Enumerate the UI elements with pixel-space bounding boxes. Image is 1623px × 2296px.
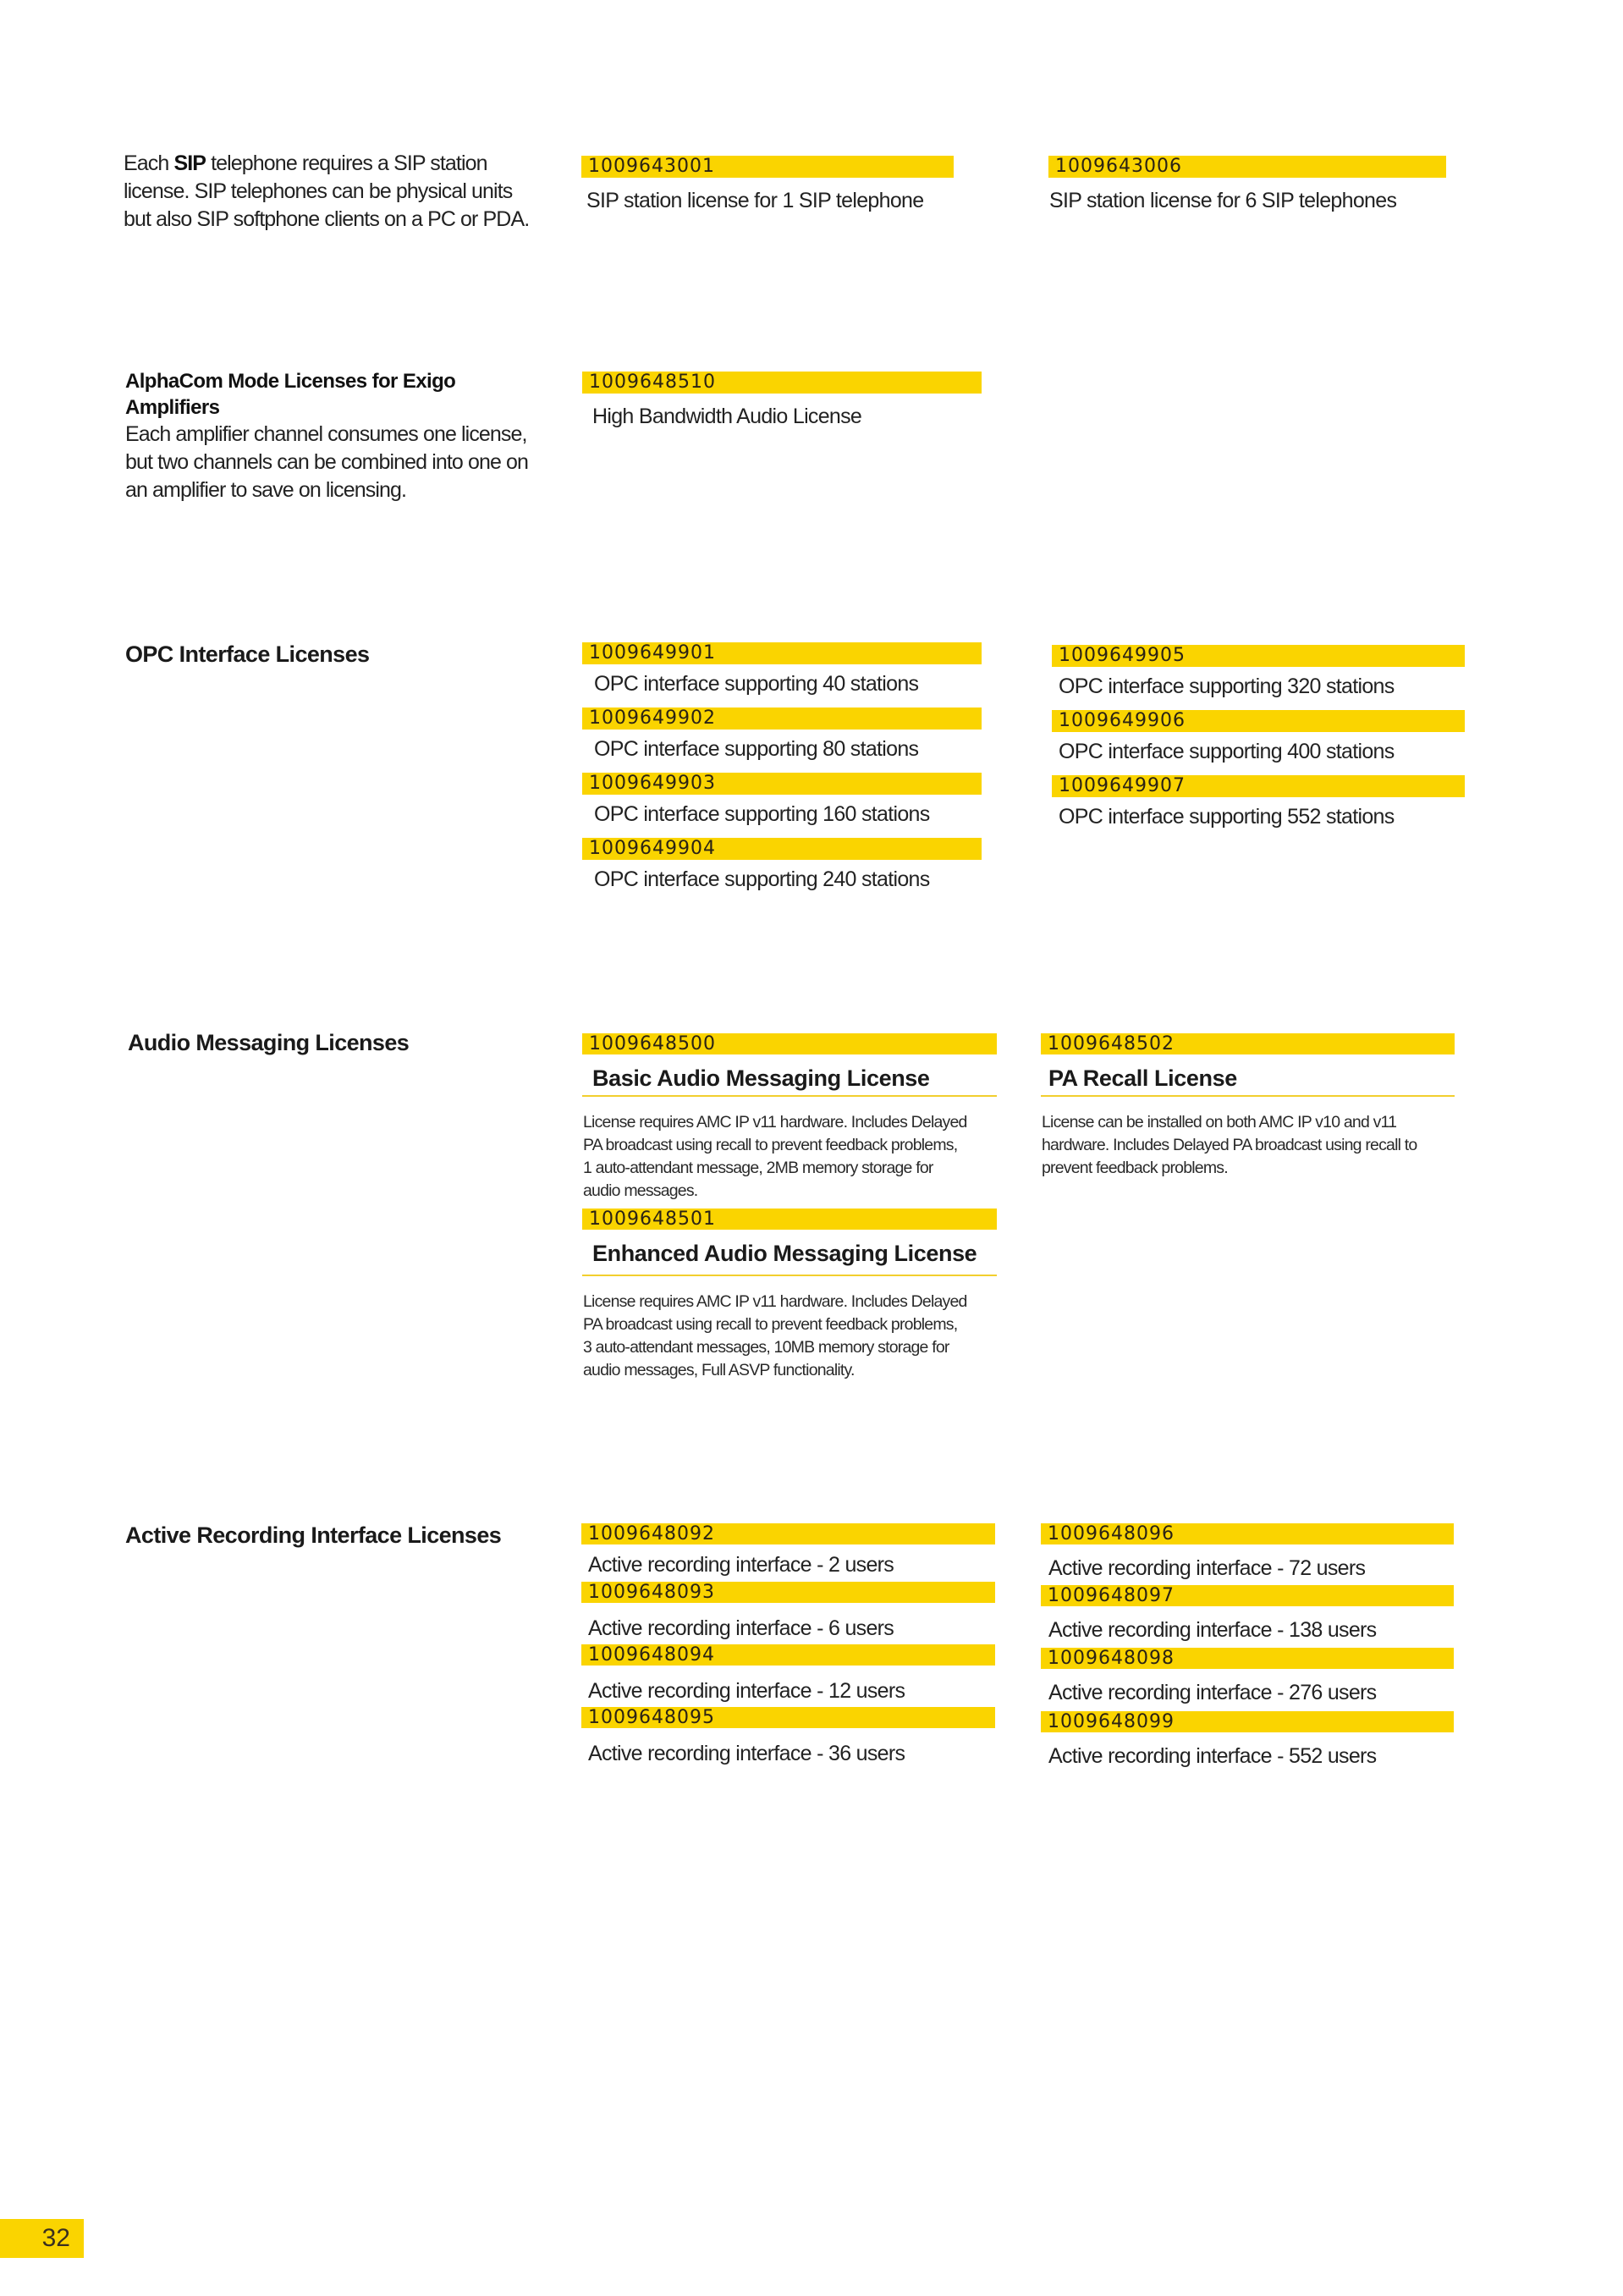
product-code-bar: 1009648095 bbox=[581, 1707, 995, 1728]
product-label: SIP station license for 1 SIP telephone bbox=[586, 189, 924, 212]
product-code-bar: 1009648094 bbox=[581, 1644, 995, 1666]
product-code-bar: 1009643006 bbox=[1048, 156, 1446, 178]
product-code-bar: 1009648098 bbox=[1041, 1648, 1454, 1669]
product-label: Active recording interface - 72 users bbox=[1048, 1556, 1366, 1580]
alphacom-intro bbox=[125, 368, 565, 504]
product-code-bar: 1009649901 bbox=[582, 642, 982, 664]
product-title: PA Recall License bbox=[1048, 1065, 1237, 1091]
product-code-bar: 1009649902 bbox=[582, 708, 982, 730]
title-underline bbox=[582, 1095, 997, 1097]
product-code-bar: 1009649905 bbox=[1052, 645, 1465, 667]
product-code-bar: 1009648501 bbox=[582, 1209, 997, 1230]
product-label: Active recording interface - 2 users bbox=[588, 1553, 894, 1577]
product-code-bar: 1009648096 bbox=[1041, 1523, 1454, 1544]
product-code-bar: 1009649907 bbox=[1052, 775, 1465, 797]
product-label: Active recording interface - 276 users bbox=[1048, 1681, 1377, 1704]
sip-intro-line-2: license. SIP telephones can be physical units bbox=[124, 179, 513, 203]
product-label: SIP station license for 6 SIP telephones bbox=[1049, 189, 1397, 212]
alphacom-desc-line-1: Each amplifier channel consumes one license, bbox=[125, 422, 527, 446]
sip-intro-line-3: but also SIP softphone clients on a PC or PDA. bbox=[124, 207, 530, 231]
page-number-badge: 32 bbox=[0, 2219, 84, 2258]
product-code-bar: 1009648093 bbox=[581, 1582, 995, 1603]
product-code-bar: 1009648099 bbox=[1041, 1711, 1454, 1732]
product-title: Basic Audio Messaging License bbox=[592, 1065, 930, 1091]
sip-intro-line-1: Each SIP telephone requires a SIP station bbox=[124, 151, 487, 175]
product-code-bar: 1009648097 bbox=[1041, 1585, 1454, 1606]
alphacom-desc-line-2: but two channels can be combined into one on bbox=[125, 450, 529, 474]
product-code-bar: 1009648510 bbox=[582, 372, 982, 394]
product-label: Active recording interface - 12 users bbox=[588, 1679, 905, 1703]
product-code-bar: 1009648092 bbox=[581, 1523, 995, 1544]
product-label: OPC interface supporting 240 stations bbox=[594, 867, 930, 891]
product-label: OPC interface supporting 40 stations bbox=[594, 672, 919, 696]
sip-bold-term: SIP bbox=[173, 151, 206, 175]
title-underline bbox=[582, 1275, 997, 1276]
alphacom-desc-line-3: an amplifier to save on licensing. bbox=[125, 478, 407, 502]
product-description: License requires AMC IP v11 hardware. Includes Delayed PA broadcast using recall to prevent feedback problems, 1 auto-attendant message, 2MB memory storage for audio messages. bbox=[583, 1113, 967, 1200]
sip-intro-text bbox=[124, 150, 564, 234]
alphacom-heading-line-2: Amplifiers bbox=[125, 396, 220, 419]
product-code-bar: 1009649903 bbox=[582, 773, 982, 795]
product-description: License can be installed on both AMC IP v10 and v11 hardware. Includes Delayed PA broadcast using recall to prevent feedback problems. bbox=[1042, 1113, 1417, 1177]
product-label: OPC interface supporting 160 stations bbox=[594, 802, 930, 826]
product-label: High Bandwidth Audio License bbox=[592, 405, 862, 428]
product-code-bar: 1009649906 bbox=[1052, 710, 1465, 732]
active-recording-heading: Active Recording Interface Licenses bbox=[125, 1522, 502, 1548]
opc-heading: OPC Interface Licenses bbox=[125, 641, 370, 667]
product-label: Active recording interface - 6 users bbox=[588, 1616, 894, 1640]
product-label: OPC interface supporting 80 stations bbox=[594, 737, 919, 761]
product-label: Active recording interface - 36 users bbox=[588, 1742, 905, 1765]
product-description: License requires AMC IP v11 hardware. Includes Delayed PA broadcast using recall to prevent feedback problems, 3 auto-attendant messages, 10MB memory storage for audio messages, Full ASVP functionality. bbox=[583, 1292, 967, 1379]
product-label: OPC interface supporting 320 stations bbox=[1059, 674, 1395, 698]
product-title: Enhanced Audio Messaging License bbox=[592, 1241, 977, 1266]
product-code-bar: 1009648500 bbox=[582, 1033, 997, 1054]
product-label: OPC interface supporting 552 stations bbox=[1059, 805, 1395, 829]
title-underline bbox=[1041, 1095, 1455, 1097]
product-code-bar: 1009649904 bbox=[582, 838, 982, 860]
product-code-bar: 1009648502 bbox=[1041, 1033, 1455, 1054]
alphacom-heading-line-1: AlphaCom Mode Licenses for Exigo bbox=[125, 370, 456, 393]
product-label: OPC interface supporting 400 stations bbox=[1059, 740, 1395, 763]
audio-messaging-heading: Audio Messaging Licenses bbox=[128, 1030, 410, 1055]
product-code-bar: 1009643001 bbox=[581, 156, 954, 178]
product-label: Active recording interface - 552 users bbox=[1048, 1744, 1377, 1768]
product-label: Active recording interface - 138 users bbox=[1048, 1618, 1377, 1642]
